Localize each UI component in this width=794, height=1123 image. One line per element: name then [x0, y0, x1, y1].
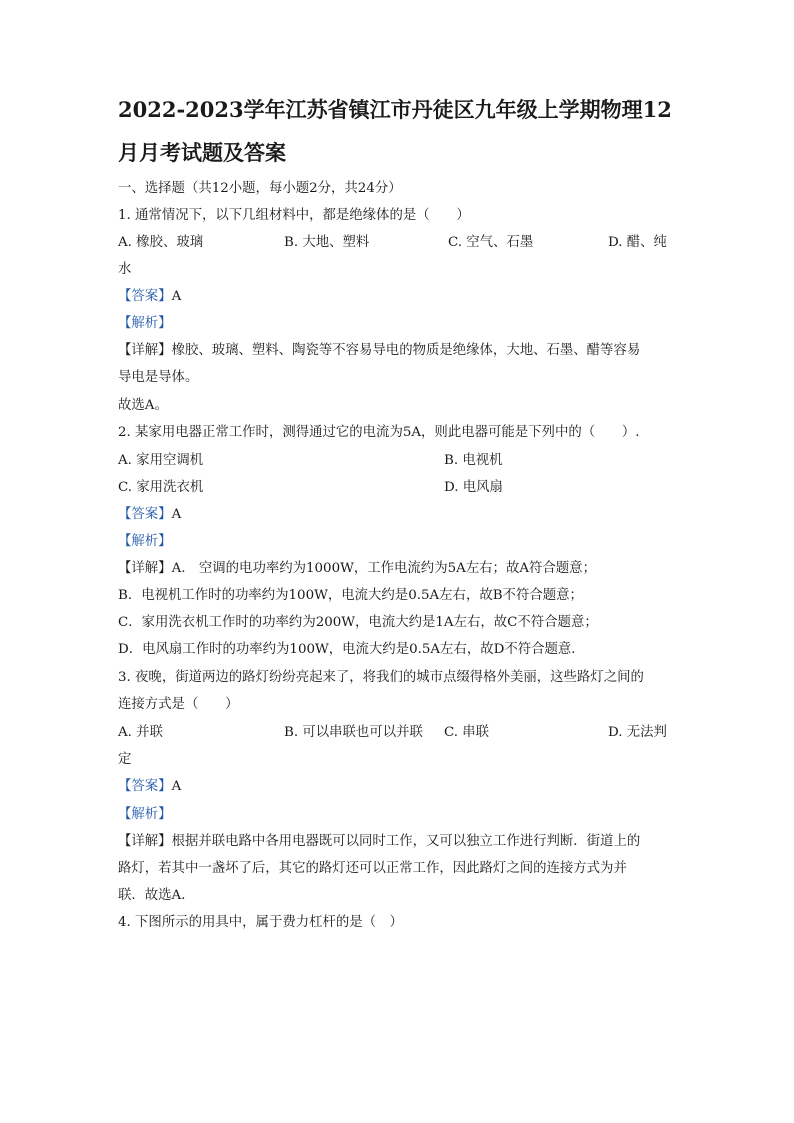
- detail-label: 【详解】: [118, 343, 172, 358]
- q2-detail-line4: D．电风扇工作时的功率约为100W，电流大约是0.5A左右，故D不符合题意．: [118, 642, 585, 657]
- q3-stem-line1: 3. 夜晚，街道两边的路灯纷纷亮起来了，将我们的城市点缀得格外美丽，这些路灯之间的: [118, 670, 644, 685]
- q3-option-a: A. 并联: [118, 725, 163, 740]
- q3-option-b: B. 可以串联也可以并联: [284, 725, 423, 740]
- detail-label: 【详解】: [118, 834, 172, 849]
- analysis-label: 【解析】: [118, 807, 172, 822]
- q1-analysis-label: [118, 315, 172, 332]
- q1-detail-text1: 橡胶、玻璃、塑料、陶瓷等不容易导电的物质是绝缘体，大地、石墨、醋等容易: [171, 343, 641, 358]
- q3-option-wrap: 定: [118, 752, 132, 767]
- q2-stem: 2. 某家用电器正常工作时，测得通过它的电流为5A，则此电器可能是下列中的（ ）.: [118, 425, 640, 440]
- q2-option-c: C. 家用洗衣机: [118, 480, 204, 495]
- q2-option-b: B. 电视机: [444, 453, 503, 468]
- q1-stem: 1. 通常情况下，以下几组材料中，都是绝缘体的是（ ）: [118, 208, 470, 223]
- analysis-label: 【解析】: [118, 316, 172, 331]
- q1-option-a: A. 橡胶、玻璃: [118, 235, 204, 250]
- q4-stem: 4. 下图所示的用具中，属于费力杠杆的是（ ）: [118, 915, 403, 930]
- q3-option-c: C. 串联: [444, 725, 490, 740]
- q3-detail-line3: 联．故选A．: [118, 888, 195, 903]
- q2-option-d: D. 电风扇: [444, 480, 503, 495]
- answer-label: 【答案】: [118, 779, 172, 794]
- q1-answer-line: [118, 288, 181, 305]
- detail-label: 【详解】: [118, 561, 172, 576]
- q1-option-c: C. 空气、石墨: [448, 235, 534, 250]
- q3-option-d: D. 无法判: [608, 725, 667, 740]
- q3-detail-line1: [118, 833, 640, 850]
- q3-detail-text1: 根据并联电路中各用电器既可以同时工作，又可以独立工作进行判断．街道上的: [171, 834, 641, 849]
- q3-analysis-label: [118, 806, 172, 823]
- q1-option-wrap: 水: [118, 262, 132, 277]
- analysis-label: 【解析】: [118, 534, 172, 549]
- q3-stem-line2: 连接方式是（ ）: [118, 697, 239, 712]
- q1-answer: A: [171, 289, 182, 304]
- q2-detail-line1: [118, 560, 596, 577]
- q2-option-a: A. 家用空调机: [118, 453, 204, 468]
- q1-option-b: B. 大地、塑料: [284, 235, 370, 250]
- q3-detail-line2: 路灯，若其中一盏坏了后，其它的路灯还可以正常工作，因此路灯之间的连接方式为并: [118, 861, 627, 876]
- q1-conclusion: 故选A。: [118, 398, 168, 413]
- q2-answer: A: [171, 507, 182, 522]
- q1-detail-line1: [118, 342, 640, 359]
- answer-label: 【答案】: [118, 289, 172, 304]
- answer-label: 【答案】: [118, 507, 172, 522]
- document-title-line1: 2022-2023学年江苏省镇江市丹徒区九年级上学期物理12: [118, 97, 672, 122]
- document-title-line2: 月月考试题及答案: [118, 140, 286, 165]
- q2-detail-line2: B．电视机工作时的功率约为100W，电流大约是0.5A左右，故B不符合题意；: [118, 588, 583, 603]
- q2-answer-line: [118, 506, 181, 523]
- q2-analysis-label: [118, 533, 172, 550]
- section-heading: 一、选择题（共12小题，每小题2分，共24分）: [118, 181, 402, 196]
- q2-detail-text1: A. 空调的电功率约为1000W，工作电流约为5A左右；故A符合题意；: [171, 561, 596, 576]
- q2-detail-line3: C．家用洗衣机工作时的功率约为200W，电流大约是1A左右，故C不符合题意；: [118, 615, 598, 630]
- q1-option-d: D. 醋、纯: [608, 235, 667, 250]
- q3-answer-line: [118, 778, 181, 795]
- q1-detail-line2: 导电是导体。: [118, 370, 199, 385]
- q3-answer: A: [171, 779, 182, 794]
